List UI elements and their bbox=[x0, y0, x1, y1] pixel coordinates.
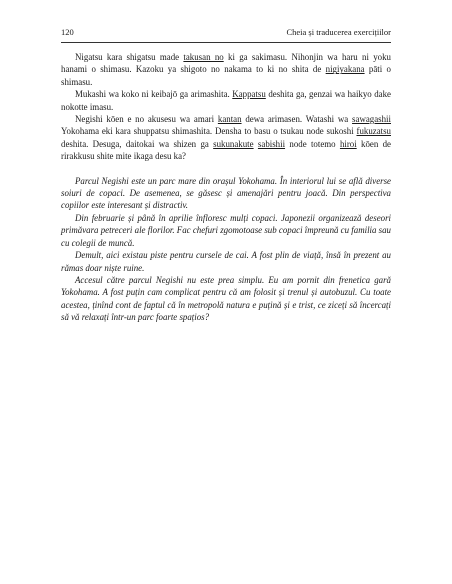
underlined-vocabulary: hiroi bbox=[339, 138, 357, 149]
translation-paragraph: Parcul Negishi este un parc mare din orașul Yokohama. În interiorul lui se află diverse soiuri de copaci. De asemenea, se găsesc și amenajări pentru joacă. Din perspectiva copiilor este interesant și distractiv. bbox=[61, 175, 391, 211]
underlined-vocabulary: takusan no bbox=[183, 52, 224, 62]
text-segment: pāti o shimasu. bbox=[61, 64, 391, 87]
underlined-vocabulary: sabishii bbox=[257, 138, 286, 149]
header-rule bbox=[61, 42, 391, 43]
underlined-vocabulary: sukunakute bbox=[213, 138, 254, 149]
romaji-paragraph bbox=[61, 51, 391, 88]
running-title: Cheia și traducerea exercițiilor bbox=[286, 27, 391, 37]
text-segment: dewa arimasen. Watashi wa bbox=[241, 114, 353, 125]
translation-paragraph: Demult, aici existau piste pentru cursele de cai. A fost plin de viață, însă în prezent au rămas doar niște ruine. bbox=[61, 250, 391, 273]
translation-paragraph: Accesul către parcul Negishi nu este prea simplu. Eu am pornit din frenetica gară Yokohama. A fost puțin cam complicat pentru că am folosit și trenul și autobuzul. Cu toate acestea, ținînd cont de faptul că în metropolă natura e puțină și e trist, ce ziceți să încercați să vă relaxați într-un parc foarte spațios? bbox=[61, 274, 391, 323]
text-segment: kōen de rirakkusu shite mite ikaga desu ka? bbox=[61, 138, 391, 162]
underlined-vocabulary: kantan bbox=[217, 114, 242, 125]
text-segment: ki ga sakimasu. Nihonjin wa haru ni yoku hanami o shimasu. Kazoku ya shigoto no nakama to ki no shita de bbox=[61, 52, 391, 75]
underlined-vocabulary: fukuzatsu bbox=[356, 126, 391, 137]
romaji-paragraph bbox=[61, 88, 391, 113]
underlined-vocabulary: sawagashii bbox=[352, 114, 391, 125]
page-body bbox=[61, 51, 391, 324]
translation-paragraph: Din februarie și până în aprilie înfloresc mulți copaci. Japonezii organizează deseori primăvara petreceri ale florilor. Fac chefuri zgomotoase sub copaci împreună cu familia sau cu colegii de muncă. bbox=[61, 212, 391, 248]
text-segment: node totemo bbox=[285, 138, 340, 149]
underlined-vocabulary: nigiyakana bbox=[325, 64, 365, 75]
text-segment: Mukashi wa koko ni keibajō ga arimashita. bbox=[75, 89, 233, 100]
romanian-translation bbox=[61, 175, 391, 324]
text-segment: Negishi kōen e no akusesu wa amari bbox=[75, 114, 218, 125]
underlined-vocabulary: Kappatsu bbox=[232, 89, 266, 100]
text-segment: Nigatsu kara shigatsu made bbox=[75, 52, 184, 62]
romaji-text bbox=[61, 51, 391, 163]
page-number: 120 bbox=[61, 27, 74, 37]
romaji-paragraph bbox=[61, 113, 391, 163]
text-segment: Yokohama eki kara shuppatsu shimashita. Densha to basu o tsukau node sukoshi bbox=[61, 126, 357, 137]
text-segment: deshita. Desuga, daitokai wa shizen ga bbox=[61, 138, 214, 149]
text-segment: deshita ga, genzai wa haikyo dake nokotte imasu. bbox=[61, 89, 391, 112]
